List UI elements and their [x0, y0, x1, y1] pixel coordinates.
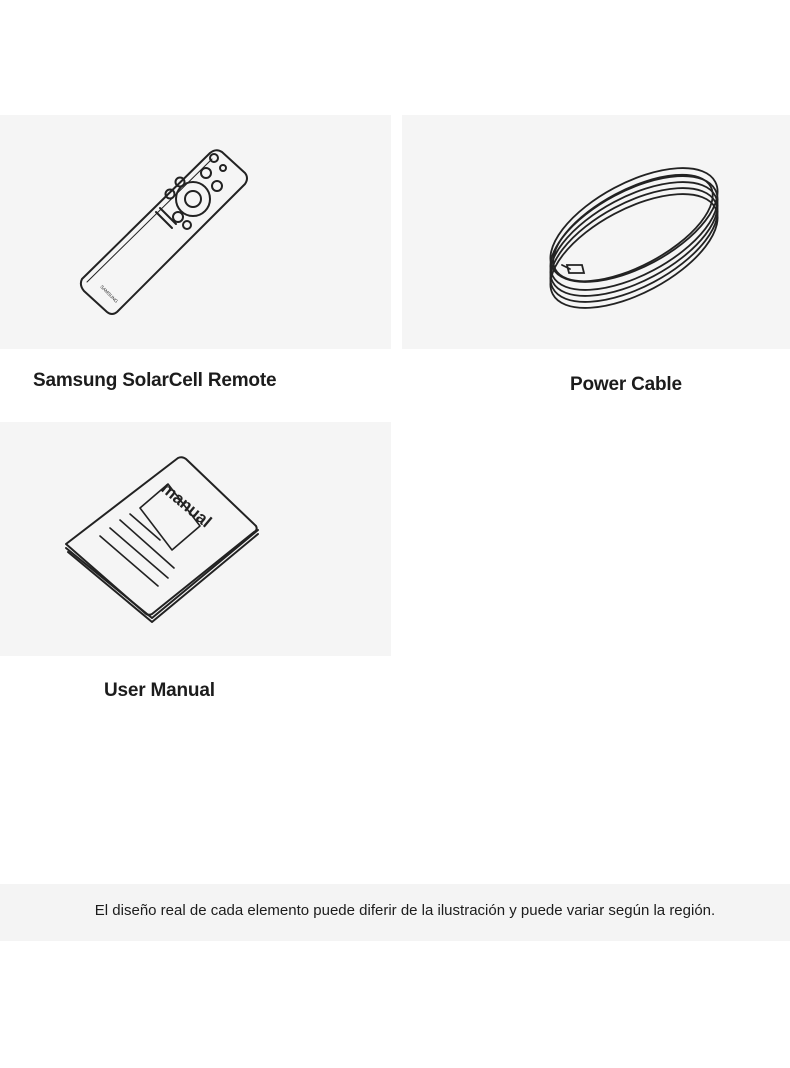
remote-control-icon	[0, 115, 391, 349]
remote-caption: Samsung SolarCell Remote	[33, 370, 277, 391]
cable-panel	[402, 115, 790, 349]
power-cable-icon	[402, 115, 790, 349]
remote-panel	[0, 115, 391, 349]
remote-brand-text: SAMSUNG	[99, 284, 119, 304]
manual-caption: User Manual	[104, 680, 215, 701]
manual-booklet-icon	[0, 422, 391, 656]
manual-cover-text: manual	[157, 478, 216, 532]
manual-panel	[0, 422, 391, 656]
disclaimer-bar	[0, 884, 790, 941]
cable-caption: Power Cable	[570, 374, 682, 395]
disclaimer-text: El diseño real de cada elemento puede diferir de la ilustración y puede variar según la región.	[94, 902, 716, 919]
